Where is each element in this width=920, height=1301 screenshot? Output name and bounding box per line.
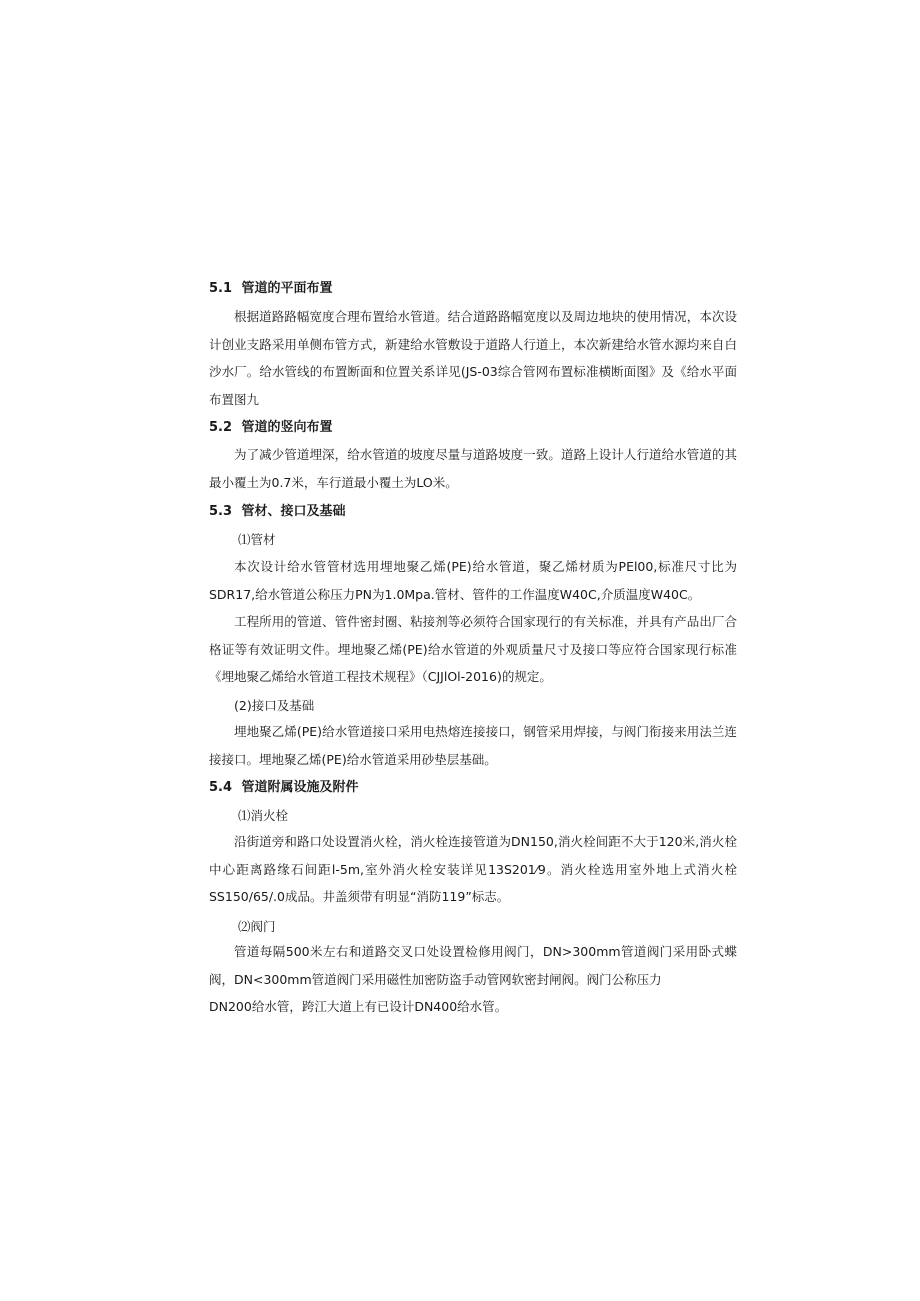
section-title: 管材、接口及基础	[241, 504, 346, 519]
section-heading-5-4	[209, 776, 359, 795]
paragraph-5-2: 为了减少管道埋深，给水管道的坡度尽量与道路坡度一致。道路上设计人行道给水管道的其最小覆土为0.7米，车行道最小覆土为LO米。	[209, 447, 737, 490]
paragraph-5-1: 根据道路路幅宽度合理布置给水管道。结合道路路幅宽度以及周边地块的使用情况，本次设计创业支路采用单侧布管方式，新建给水管敷设于道路人行道上，本次新建给水管水源均来自白沙水厂。给水管线的布置断面和位置关系详见(JS-03综合管网布置标准横断面图》及《给水平面布置图九	[209, 309, 737, 407]
section-heading-5-1	[209, 277, 333, 296]
section-title: 管道的竖向布置	[241, 420, 333, 435]
paragraph-fire-hydrant: 沿街道旁和路口处设置消火栓，消火栓连接管道为DN150,消火栓间距不大于120米,消火栓中心距离路缘石间距l-5m,室外消火栓安装详见13S201⁄9。消火栓选用室外地上式消火栓SS150/65/.0成品。井盖须带有明显“消防119”标志。	[209, 834, 737, 904]
section-number: 5.2	[209, 420, 233, 435]
subheading-joints-foundation: (2)接口及基础	[234, 698, 315, 713]
subheading-valve: ⑵阀门	[238, 919, 276, 934]
section-heading-5-2	[209, 416, 333, 435]
section-title: 管道的平面布置	[241, 281, 333, 296]
subheading-fire-hydrant: ⑴消火栓	[238, 808, 289, 823]
paragraph-pipe-material: 本次设计给水管管材选用埋地聚乙烯(PE)给水管道，聚乙烯材质为PEl00,标准尺寸比为SDR17,给水管道公称压力PN为1.0Mpa.管材、管件的工作温度W40C,介质温度W40C。	[209, 559, 737, 602]
section-number: 5.3	[209, 504, 233, 519]
subheading-pipe-material: ⑴管材	[238, 532, 276, 547]
section-heading-5-3	[209, 500, 346, 519]
section-title: 管道附属设施及附件	[241, 780, 359, 795]
paragraph-joints-foundation: 埋地聚乙烯(PE)给水管道接口采用电热熔连接接口，钢管采用焊接，与阀门衔接来用法兰连接接口。埋地聚乙烯(PE)给水管道采用砂垫层基础。	[209, 724, 737, 767]
paragraph-valve: 管道每隔500米左右和道路交叉口处设置检修用阀门，DN>300mm管道阀门采用卧式蝶阀，DN<300mm管道阀门采用磁性加密防盗手动管网软密封闸阀。阀门公称压力	[209, 944, 737, 987]
paragraph-pipe-standards: 工程所用的管道、管件密封圈、粘接剂等必须符合国家现行的有关标准，并具有产品出厂合格证等有效证明文件。埋地聚乙烯(PE)给水管道的外观质量尺寸及接口等应符合国家现行标准《埋地聚乙烯给水管道工程技术规程》（CJJlOl-2016)的规定。	[209, 614, 737, 684]
paragraph-valve-continued: DN200给水管，跨江大道上有已设计DN400给水管。	[209, 999, 508, 1014]
section-number: 5.4	[209, 780, 233, 795]
section-number: 5.1	[209, 281, 233, 296]
